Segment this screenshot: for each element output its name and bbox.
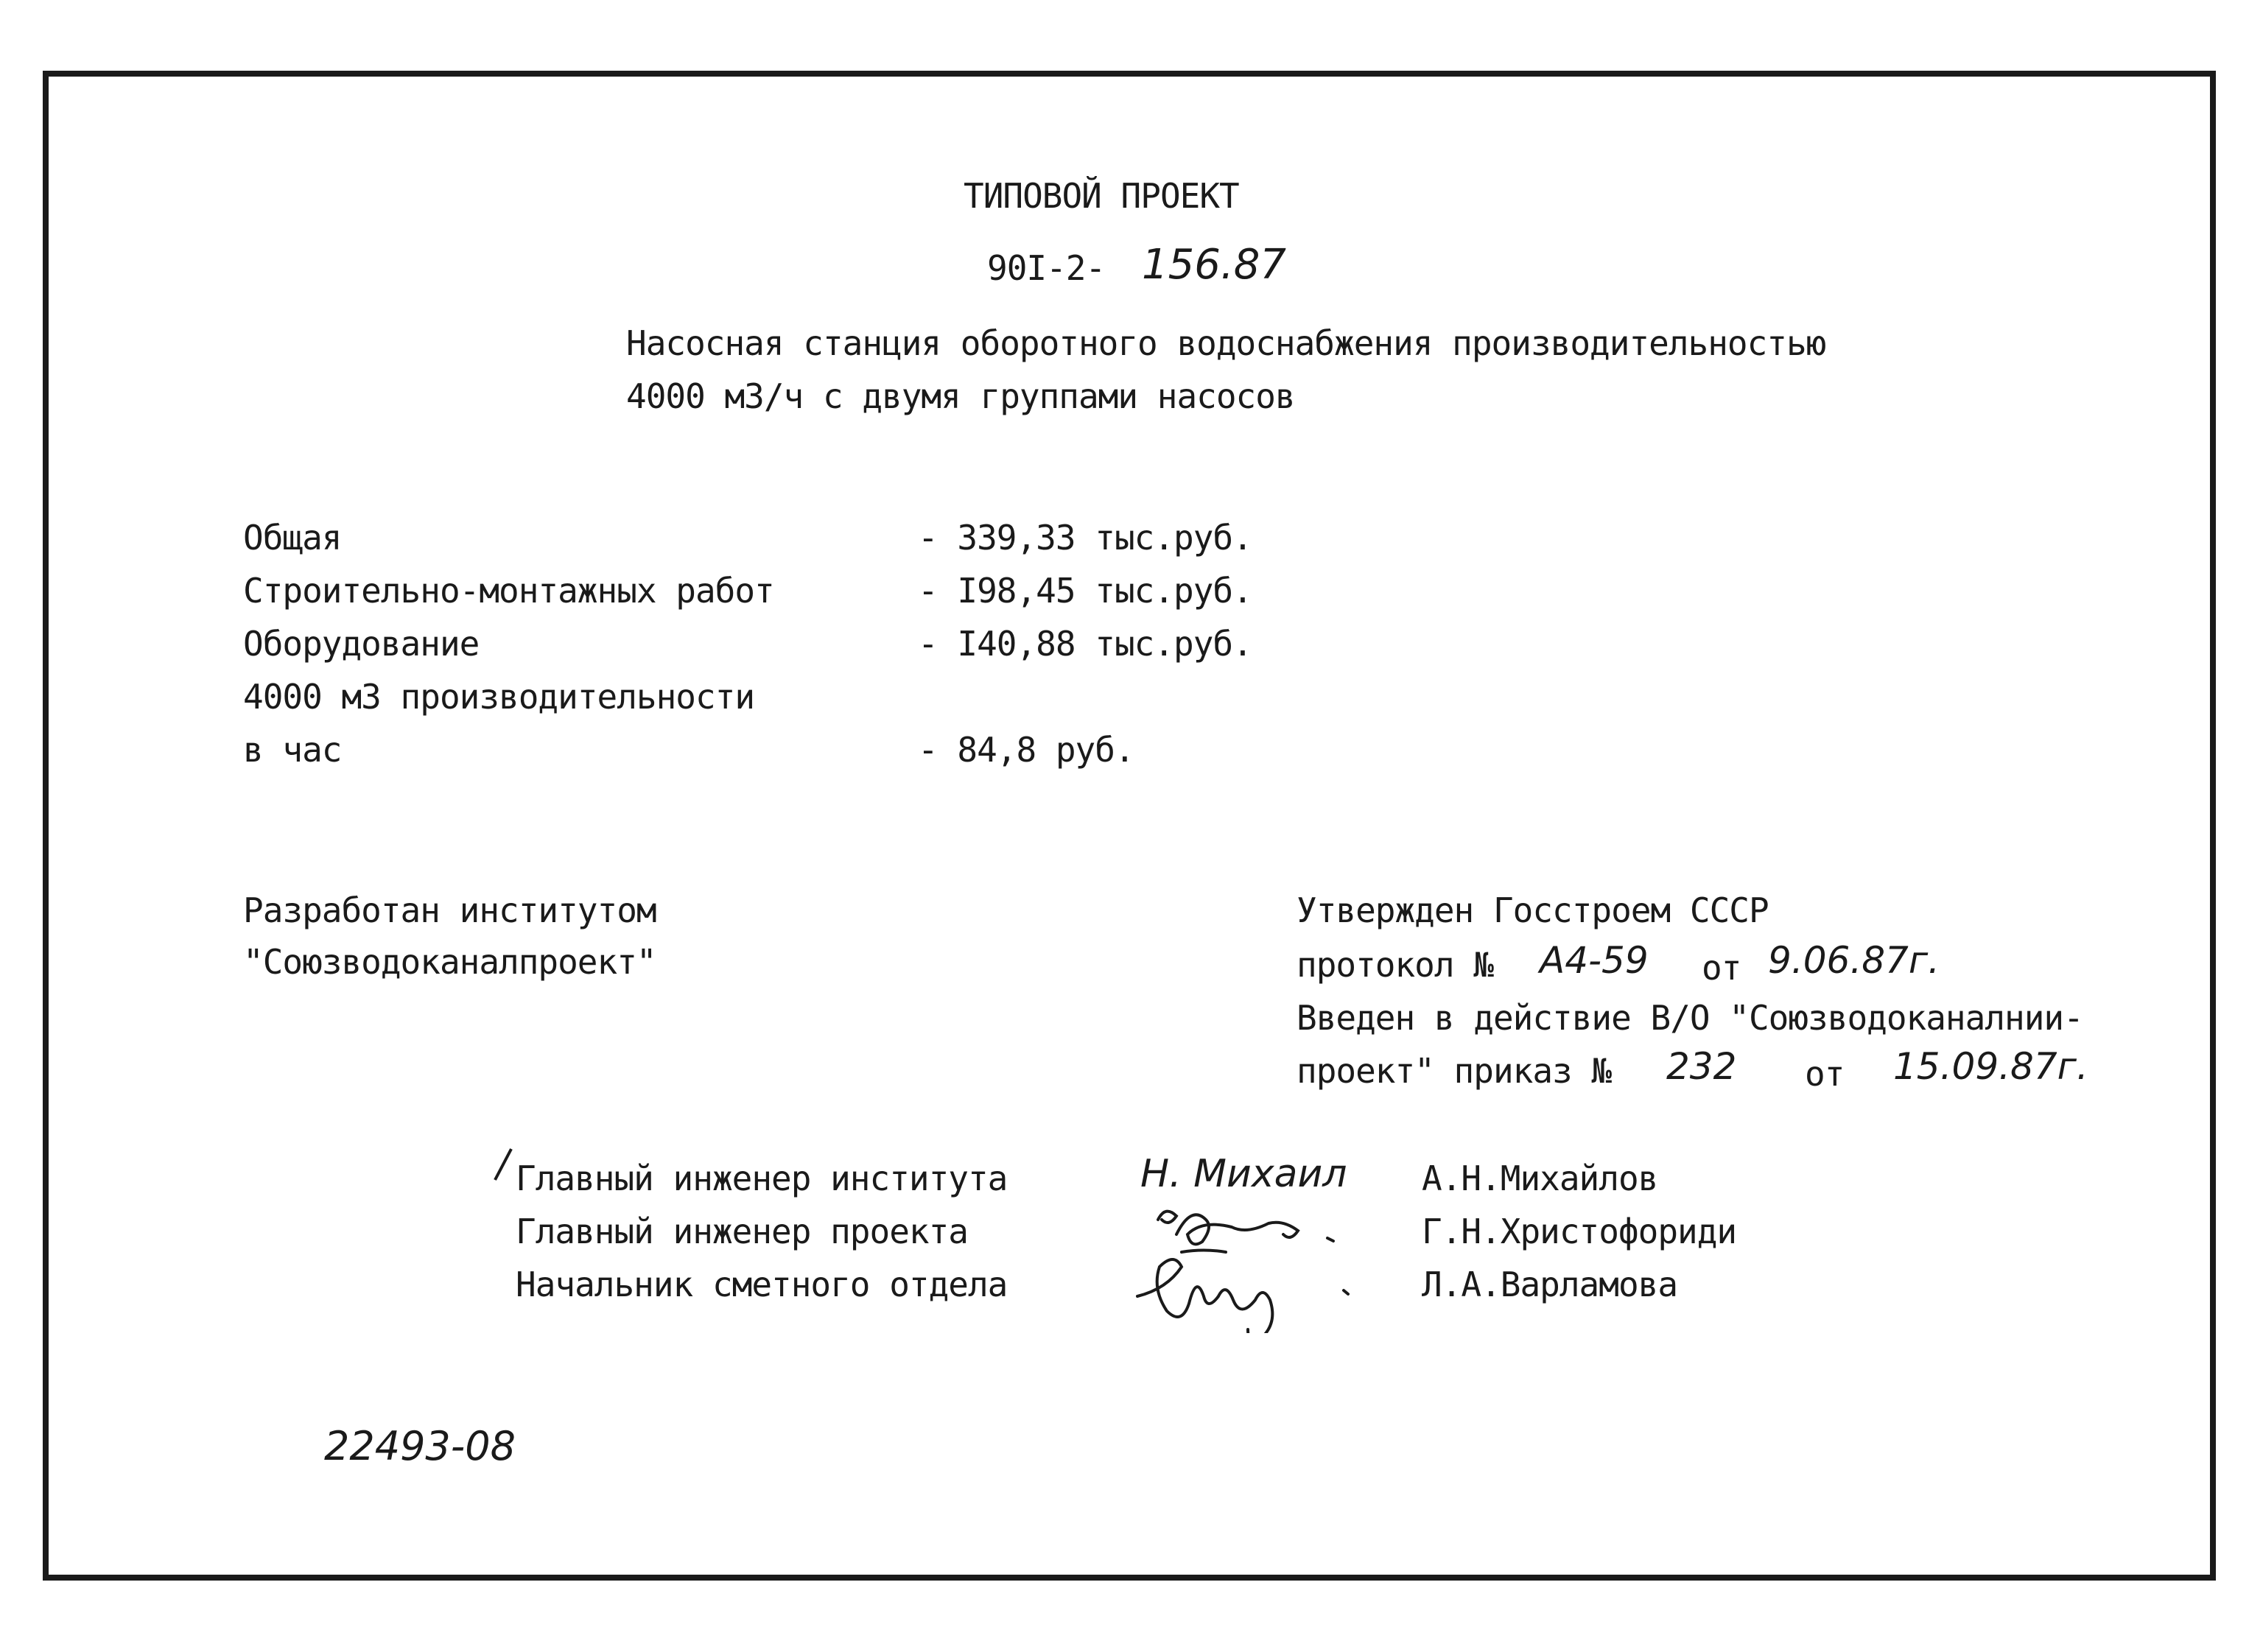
document-border xyxy=(43,71,2216,1581)
signatory-name-1: А.Н.Михайлов xyxy=(1422,1159,1658,1198)
signatory-name-3: Л.А.Варламова xyxy=(1422,1265,1678,1304)
protocol-label: протокол № xyxy=(1297,945,1493,985)
developer-line-1: Разработан институтом xyxy=(243,890,656,930)
enacted-line-2-label: проект" приказ № xyxy=(1297,1051,1612,1091)
cost-label-per-hour: в час xyxy=(243,730,342,770)
protocol-number: А4-59 xyxy=(1540,939,1649,982)
cost-label-total: Общая xyxy=(243,518,342,558)
description-line-1: Насосная станция оборотного водоснабжения производительностью xyxy=(626,323,1826,363)
cost-value-total: - 339,33 тыс.руб. xyxy=(918,518,1252,558)
signatory-position-1: Главный инженер института xyxy=(516,1159,1008,1198)
project-number-printed: 90I-2- xyxy=(987,248,1106,288)
document-title: ТИПОВОЙ ПРОЕКТ xyxy=(964,176,1239,216)
cost-value-equipment: - I40,88 тыс.руб. xyxy=(918,624,1252,664)
tick-mark-icon xyxy=(492,1146,514,1183)
order-number: 232 xyxy=(1666,1045,1737,1088)
signature-3 xyxy=(1130,1245,1373,1333)
cost-value-construction: - I98,45 тыс.руб. xyxy=(918,571,1252,611)
approval-line-1: Утвержден Госстроем СССР xyxy=(1297,890,1769,930)
signatory-position-2: Главный инженер проекта xyxy=(516,1212,968,1251)
order-date: 15.09.87г. xyxy=(1893,1045,2088,1088)
protocol-date: 9.06.87г. xyxy=(1768,939,1940,982)
cost-label-equipment: Оборудование xyxy=(243,624,480,664)
order-date-label: от xyxy=(1805,1054,1845,1094)
signature-1: Н. Михаил xyxy=(1140,1152,1347,1196)
cost-label-construction: Строительно-монтажных работ xyxy=(243,571,774,611)
description-line-2: 4000 м3/ч с двумя группами насосов xyxy=(626,376,1295,416)
developer-line-2: "Союзводоканалпроект" xyxy=(243,942,656,982)
enacted-line-1: Введен в действие В/О "Союзводоканалнии- xyxy=(1297,998,2083,1038)
signatory-name-2: Г.Н.Христофориди xyxy=(1422,1212,1737,1251)
cost-value-per-hour: - 84,8 руб. xyxy=(918,730,1134,770)
cost-label-capacity: 4000 м3 производительности xyxy=(243,677,755,717)
archive-number: 22493-08 xyxy=(324,1423,516,1469)
protocol-date-label: от xyxy=(1702,948,1741,988)
project-number-handwritten: 156.87 xyxy=(1142,241,1286,289)
signatory-position-3: Начальник сметного отдела xyxy=(516,1265,1008,1304)
